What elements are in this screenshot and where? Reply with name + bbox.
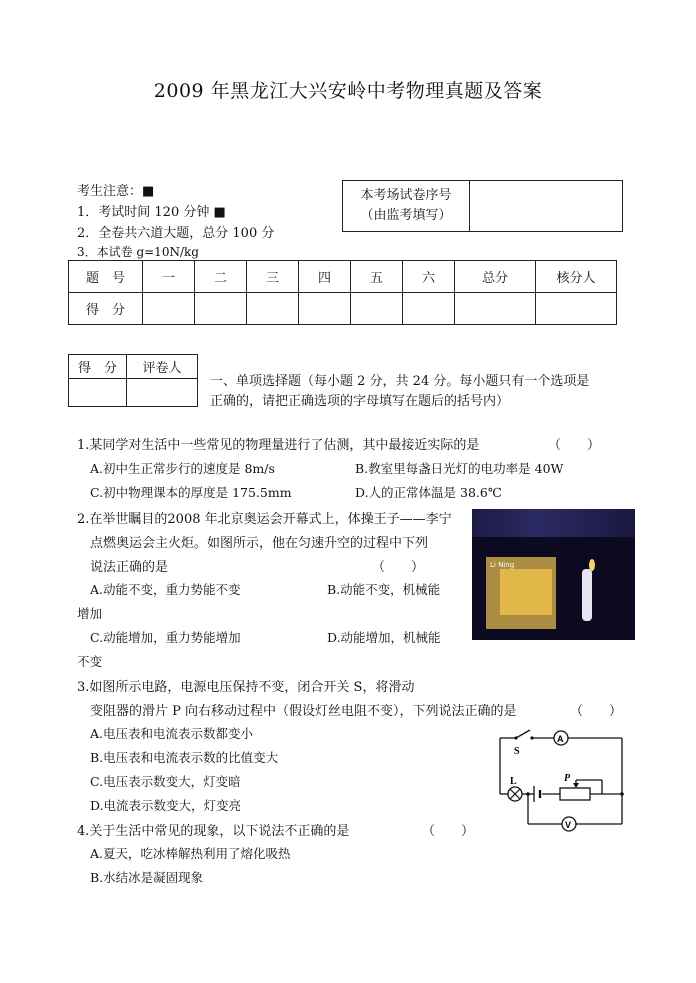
question-3-stem: 变阻器的滑片 P 向右移动过程中（假设灯丝电阻不变），下列说法正确的是 xyxy=(90,704,517,719)
score-header: 总分 xyxy=(455,261,536,293)
seat-number-box xyxy=(342,180,623,232)
score-cell[interactable] xyxy=(195,293,247,325)
notice-item: 1．考试时间 120 分钟 ■ xyxy=(77,205,226,220)
grader-header: 评卷人 xyxy=(127,355,198,379)
section1-heading: 一、单项选择题（每小题 2 分，共 24 分。每小题只有一个选项是 xyxy=(210,374,590,389)
question-2-option-d: D.动能增加，机械能 xyxy=(327,630,441,645)
lamp-label: L xyxy=(510,776,517,787)
question-1-option-d: D.人的正常体温是 38.6℃ xyxy=(355,485,502,500)
score-header: 核分人 xyxy=(536,261,617,293)
score-header: 一 xyxy=(143,261,195,293)
score-header: 六 xyxy=(403,261,455,293)
score-cell[interactable] xyxy=(299,293,351,325)
question-1-option-c: C.初中物理课本的厚度是 175.5mm xyxy=(90,485,292,500)
seat-number-field[interactable] xyxy=(470,181,623,232)
question-2-answer-paren[interactable]: （ ） xyxy=(372,560,425,575)
score-cell[interactable] xyxy=(536,293,617,325)
switch-contact xyxy=(530,736,533,739)
question-4-answer-paren[interactable]: （ ） xyxy=(422,824,475,839)
score-cell[interactable] xyxy=(351,293,403,325)
question-2-stem: 2.在举世瞩目的2008 年北京奥运会开幕式上，体操王子——李宁 xyxy=(77,512,452,527)
question-4-option-a: A.夏天，吃冰棒解热利用了熔化吸热 xyxy=(90,846,291,861)
voltmeter-label: V xyxy=(565,820,572,830)
grader-box xyxy=(68,354,198,407)
question-2-option-b-cont: 增加 xyxy=(77,606,103,621)
slider-label: P xyxy=(564,773,571,784)
question-2-stem: 点燃奥运会主火炬。如图所示，他在匀速升空的过程中下列 xyxy=(90,536,429,551)
score-table xyxy=(68,260,617,325)
grader-header: 得 分 xyxy=(69,355,127,379)
score-header: 五 xyxy=(351,261,403,293)
question-2-option-a: A.动能不变，重力势能不变 xyxy=(90,582,241,597)
question-3-option-b: B.电压表和电流表示数的比值变大 xyxy=(90,750,279,765)
photo-stage-lights xyxy=(472,509,635,537)
seat-number-label xyxy=(343,181,470,232)
score-cell[interactable] xyxy=(247,293,299,325)
ammeter-label: A xyxy=(557,734,564,744)
notice-heading: 考生注意：■ xyxy=(77,184,155,199)
photo-screen-inner xyxy=(500,569,552,615)
score-cell[interactable] xyxy=(403,293,455,325)
question-4-stem: 4.关于生活中常见的现象，以下说法不正确的是 xyxy=(77,824,350,839)
photo-caption: Li Ning xyxy=(490,561,515,569)
seat-label-line1: 本考场试卷序号 xyxy=(360,188,452,203)
score-cell[interactable] xyxy=(143,293,195,325)
question-3-answer-paren[interactable]: （ ） xyxy=(570,704,623,719)
question-3-stem: 3.如图所示电路，电源电压保持不变，闭合开关 S，将滑动 xyxy=(77,680,415,695)
question-2-option-b: B.动能不变，机械能 xyxy=(327,582,441,597)
question-3-option-a: A.电压表和电流表示数都变小 xyxy=(90,726,254,741)
question-4-option-b: B.水结冰是凝固现象 xyxy=(90,870,204,885)
score-header: 三 xyxy=(247,261,299,293)
question-3-option-d: D.电流表示数变大，灯变亮 xyxy=(90,798,242,813)
notice-item: 3．本试卷 g=10N/kg xyxy=(77,245,199,259)
seat-label-line2: （由监考填写） xyxy=(360,208,452,223)
notice-item: 2．全卷共六道大题，总分 100 分 xyxy=(77,226,275,241)
score-header: 二 xyxy=(195,261,247,293)
section1-heading-cont: 正确的，请把正确选项的字母填写在题后的括号内） xyxy=(210,394,510,409)
torch-lighting-photo xyxy=(472,509,635,640)
score-header: 四 xyxy=(299,261,351,293)
page-title: 2009 年黑龙江大兴安岭中考物理真题及答案 xyxy=(153,80,543,102)
question-3-option-c: C.电压表示数变大，灯变暗 xyxy=(90,774,241,789)
score-row-label: 得 分 xyxy=(69,293,143,325)
question-2-option-c: C.动能增加，重力势能增加 xyxy=(90,630,241,645)
question-1-stem: 1.某同学对生活中一些常见的物理量进行了估测，其中最接近实际的是 xyxy=(77,438,480,453)
question-2-stem: 说法正确的是 xyxy=(90,560,169,575)
question-1-answer-paren[interactable]: （ ） xyxy=(548,438,601,453)
circuit-diagram xyxy=(494,724,628,834)
score-cell[interactable] xyxy=(455,293,536,325)
question-1-option-a: A.初中生正常步行的速度是 8m/s xyxy=(90,461,275,476)
question-2-option-d-cont: 不变 xyxy=(77,654,103,669)
switch-label: S xyxy=(514,746,520,757)
grader-score-cell[interactable] xyxy=(69,379,127,407)
person-figure-icon xyxy=(582,569,592,621)
grader-name-cell[interactable] xyxy=(127,379,198,407)
score-header: 题 号 xyxy=(69,261,143,293)
switch-contact xyxy=(514,736,517,739)
question-1-option-b: B.教室里每盏日光灯的电功率是 40W xyxy=(355,461,564,476)
slider-arrow-icon xyxy=(573,783,579,788)
